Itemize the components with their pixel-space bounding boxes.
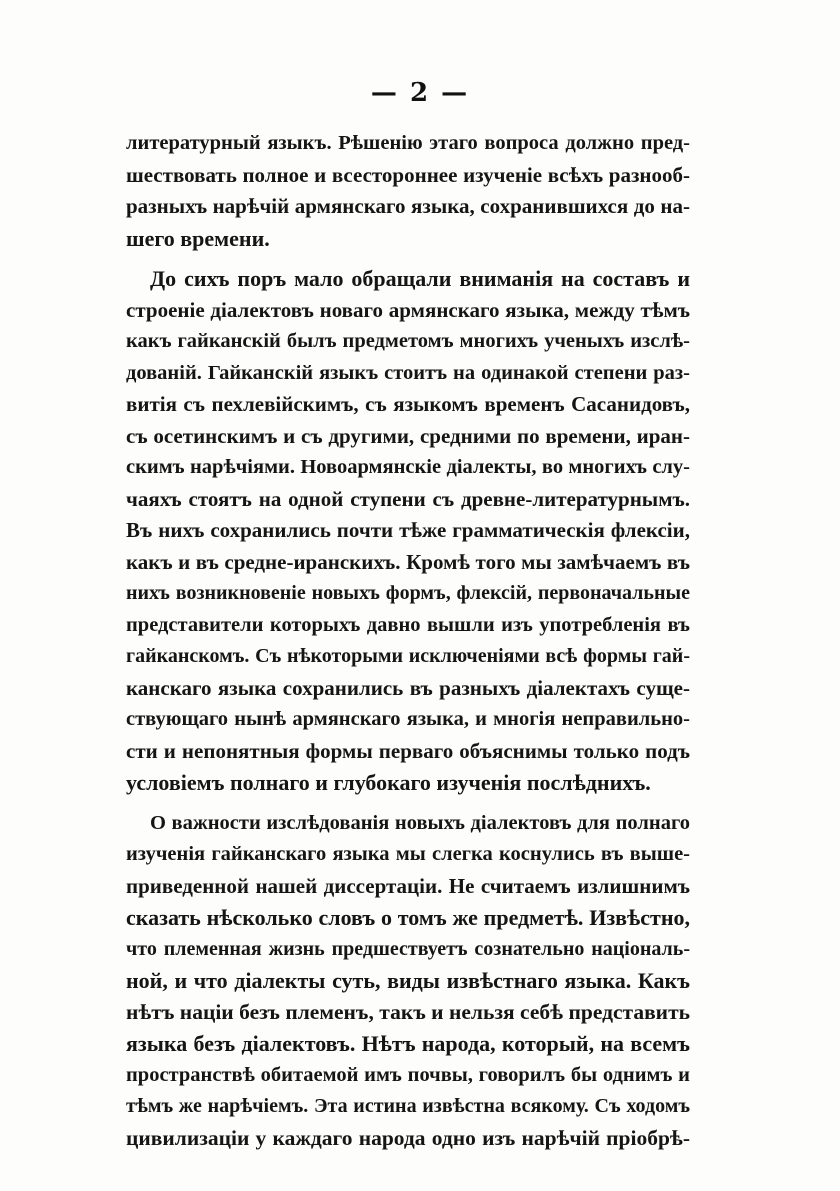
text-line: нѣтъ націи безъ племенъ, такъ и нельзя себѣ представить (126, 999, 690, 1024)
text-line: Въ нихъ сохранились почти тѣже грамматическія флексіи, (126, 518, 690, 542)
text-line: сказать нѣсколько словъ о томъ же предметѣ. Извѣстно, (126, 905, 690, 930)
text-line: цивилизаціи у каждаго народа одно изъ нарѣчій пріобрѣ- (126, 1125, 690, 1150)
text-line: языка безъ діалектовъ. Нѣтъ народа, который, на всемъ (126, 1031, 690, 1056)
page-number: — 2 — (370, 78, 470, 108)
text-line: гайканскомъ. Съ нѣкоторыми исключеніями всѣ формы гай- (126, 645, 690, 667)
text-line: литературный языкъ. Рѣшенію этаго вопроса должно пред- (126, 132, 690, 154)
text-line: пространствѣ обитаемой имъ почвы, говорилъ бы однимъ и (126, 1063, 690, 1086)
text-line: канскаго языка сохранились въ разныхъ діалектахъ суще- (126, 675, 690, 700)
text-line: изученія гайканскаго языка мы слегка коснулись въ выше- (126, 843, 690, 865)
text-line: что племенная жизнь предшествуетъ сознательно національ- (126, 937, 690, 960)
text-line: дованій. Гайканскій языкъ стоитъ на одинакой степени раз- (126, 361, 690, 384)
text-line: разныхъ нарѣчій армянскаго языка, сохранившихся до на- (126, 194, 690, 218)
paragraph-2 (126, 263, 690, 799)
text-line: ствующаго нынѣ армянскаго языка, и многія неправильно- (126, 708, 690, 730)
text-line: витія съ пехлевійскимъ, съ языкомъ временъ Сасанидовъ, (126, 392, 690, 416)
body-text (126, 128, 690, 1154)
text-line: сти и непонятныя формы перваго объяснимы только подъ (126, 738, 690, 763)
text-line: чаяхъ стоятъ на одной ступени съ древне-литературнымъ. (126, 486, 690, 511)
text-line: строеніе діалектовъ новаго армянскаго языка, между тѣмъ (126, 297, 690, 322)
text-line: съ осетинскимъ и съ другими, средними по времени, иран- (126, 423, 690, 448)
text-line: условіемъ полнаго и глубокаго изученія послѣднихъ. (126, 770, 651, 795)
text-line: представители которыхъ давно вышли изъ употребленія въ (126, 613, 690, 636)
text-line: шего времени. (126, 225, 270, 251)
text-line: тѣмъ же нарѣчіемъ. Эта истина извѣстна всякому. Съ ходомъ (126, 1095, 690, 1117)
text-line: какъ гайканскій былъ предметомъ многихъ ученыхъ изслѣ- (126, 330, 690, 352)
text-line: нихъ возникновеніе новыхъ формъ, флексій, первоначальные (126, 582, 690, 604)
paragraph-1 (126, 128, 690, 254)
text-line: скимъ нарѣчіями. Новоармянскіе діалекты, во многихъ слу- (126, 456, 690, 478)
text-line: ной, и что діалекты суть, виды извѣстнаго языка. Какъ (126, 968, 690, 993)
paragraph-3 (126, 808, 690, 1155)
text-line: шествовать полное и всестороннее изученіе всѣхъ разнооб- (126, 162, 690, 187)
text-line: До сихъ поръ мало обращали вниманія на составъ и (150, 266, 690, 291)
text-line: О важности изслѣдованія новыхъ діалектовъ для полнаго (150, 811, 690, 834)
text-line: приведенной нашей диссертаціи. Не считаемъ излишнимъ (126, 873, 690, 898)
text-line: какъ и въ средне-иранскихъ. Кромѣ того мы замѣчаемъ въ (126, 549, 690, 574)
